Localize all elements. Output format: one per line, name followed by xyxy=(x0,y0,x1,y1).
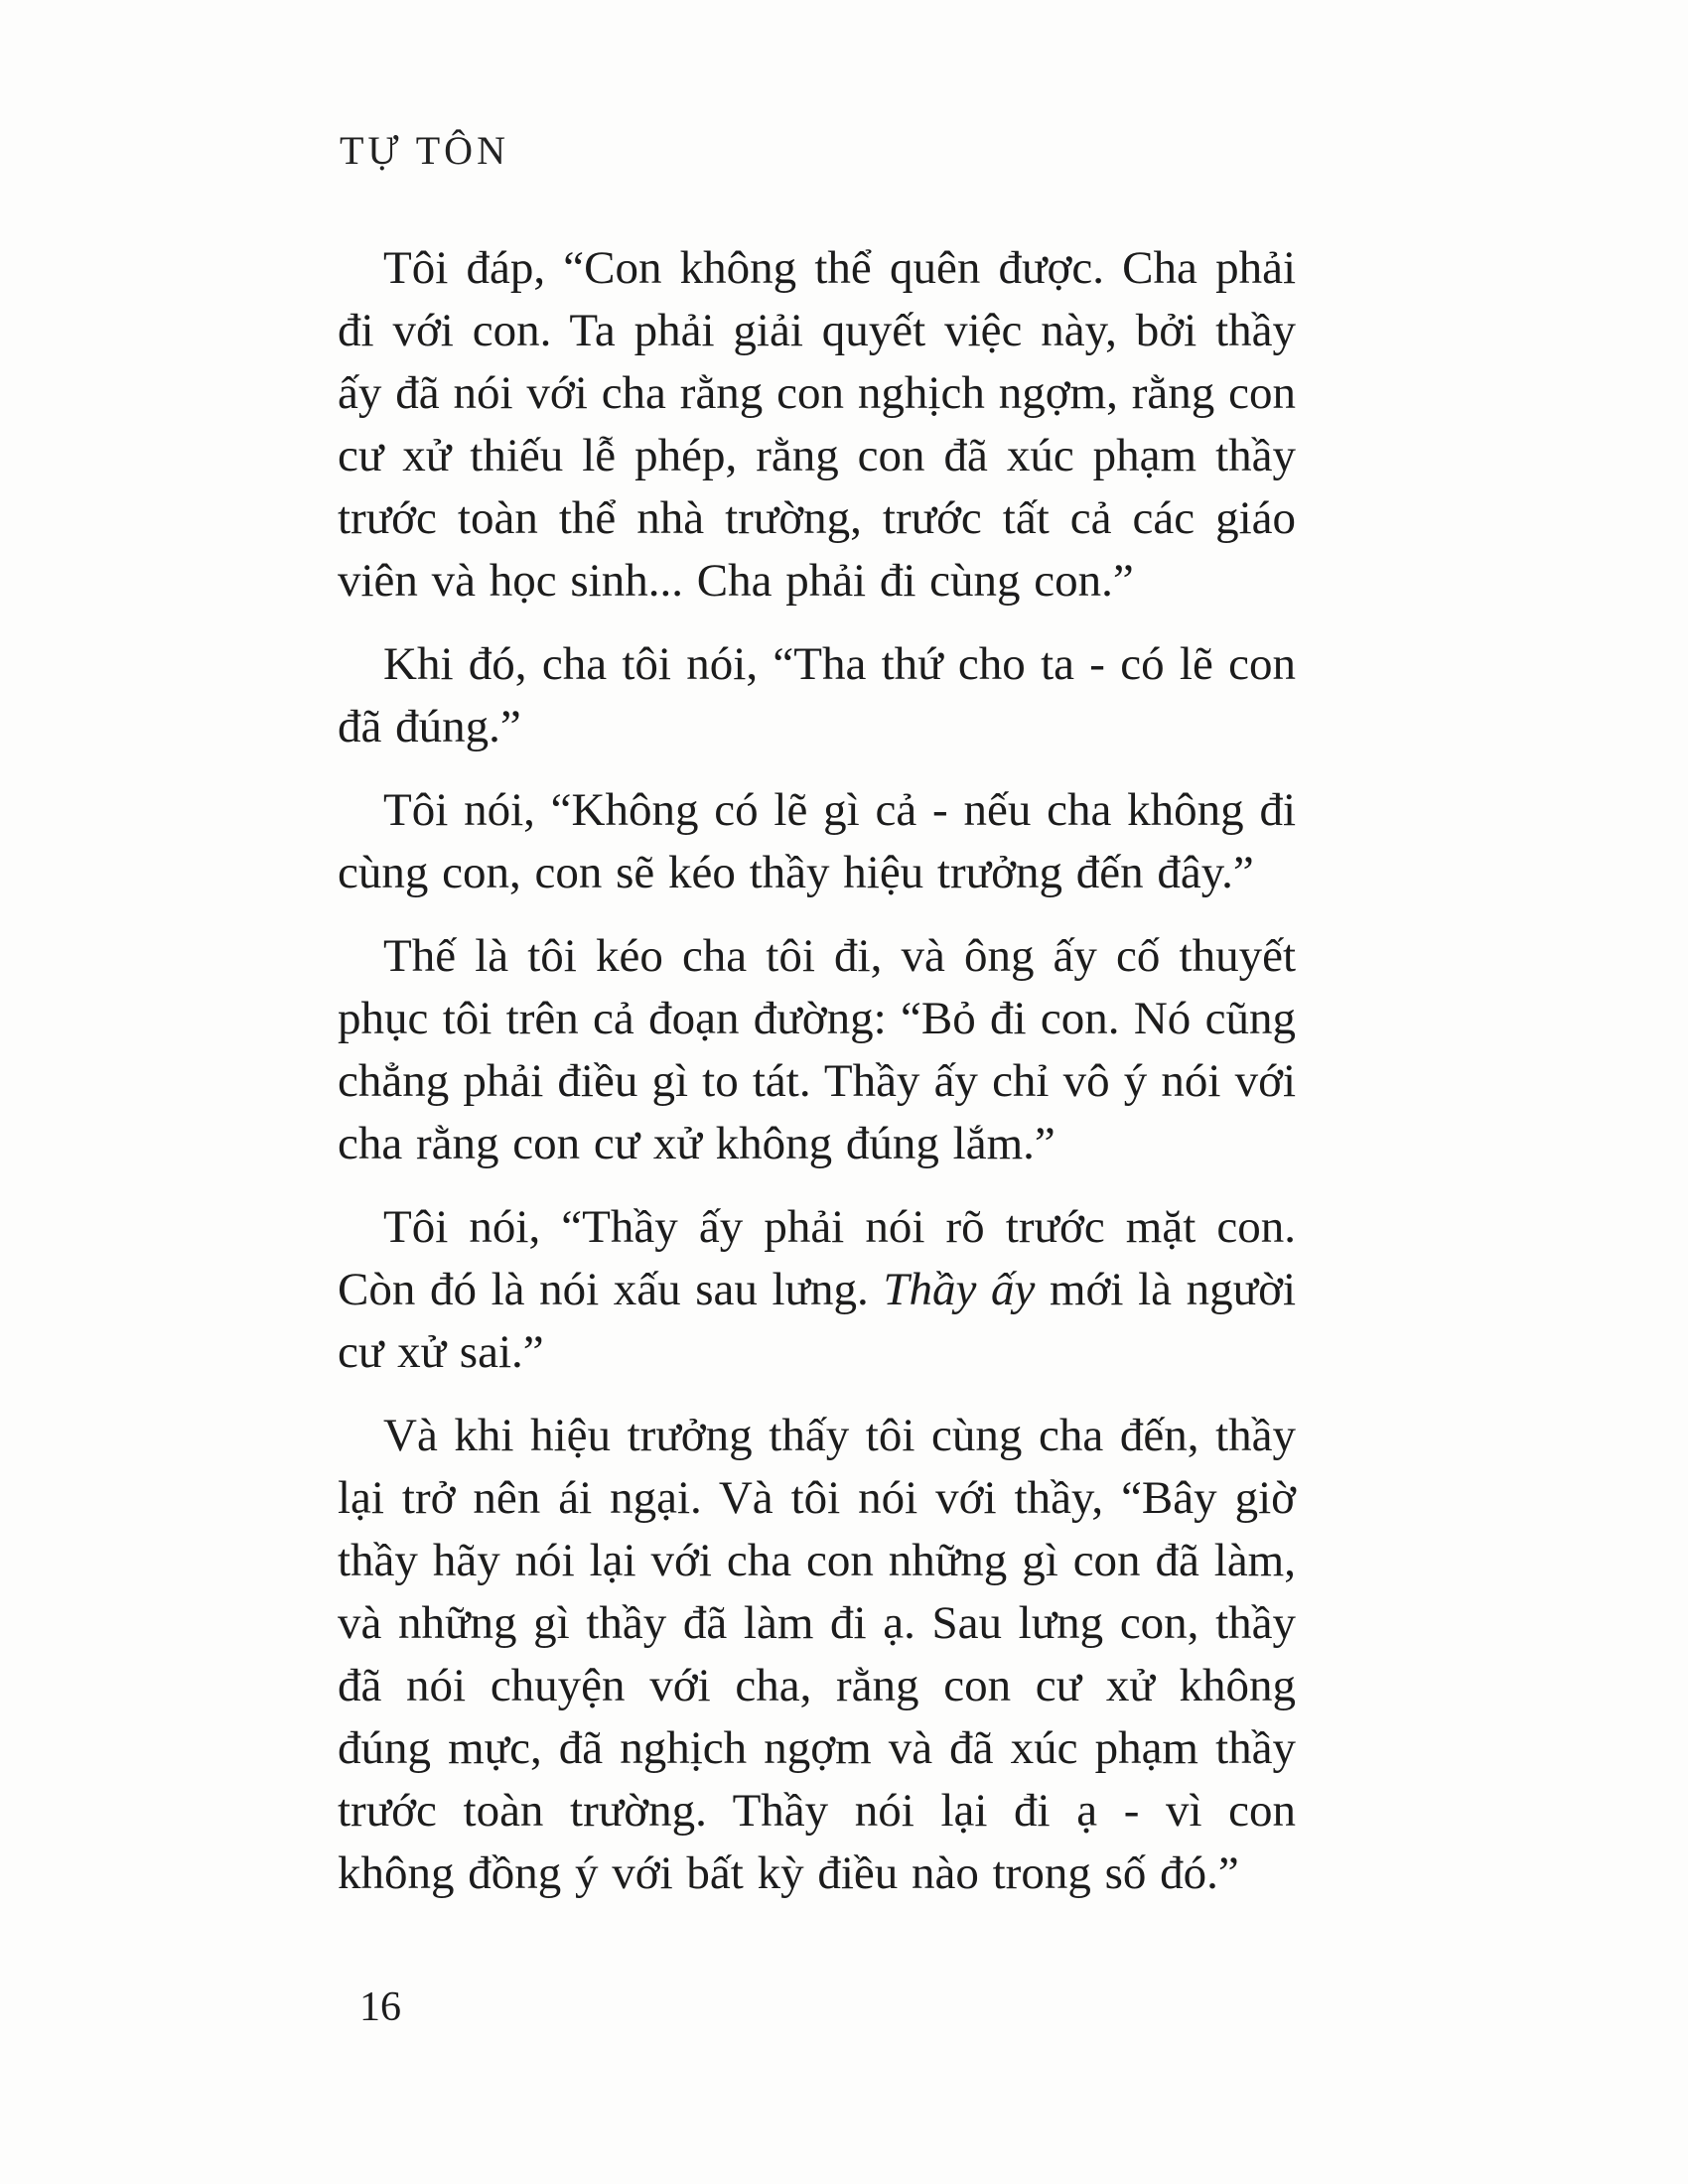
paragraph-5-segment-3: mới là người cư xử sai.” xyxy=(338,1264,1296,1378)
paragraph-6 xyxy=(338,1405,1296,1905)
paragraph-2 xyxy=(338,633,1296,758)
paragraph-1 xyxy=(338,237,1296,613)
page-number: 16 xyxy=(359,1984,401,2030)
running-header: TỰ TÔN xyxy=(340,128,509,173)
paragraph-2-segment-1: Khi đó, cha tôi nói, “Tha thứ cho ta - có lẽ con đã đúng.” xyxy=(338,638,1296,752)
body-text xyxy=(338,237,1296,1905)
paragraph-4 xyxy=(338,925,1296,1175)
paragraph-4-segment-1: Thế là tôi kéo cha tôi đi, và ông ấy cố thuyết phục tôi trên cả đoạn đường: “Bỏ đi con. Nó cũng chẳng phải điều gì to tát. Thầy ấy chỉ vô ý nói với cha rằng con cư xử không đúng lắm.” xyxy=(338,930,1296,1169)
text-column xyxy=(338,127,1296,1926)
paragraph-3 xyxy=(338,779,1296,904)
paragraph-6-segment-1: Và khi hiệu trưởng thấy tôi cùng cha đến, thầy lại trở nên ái ngại. Và tôi nói với thầy, “Bây giờ thầy hãy nói lại với cha con những gì con đã làm, và những gì thầy đã làm đi ạ. Sau lưng con, thầy đã nói chuyện với cha, rằng con cư xử không đúng mực, đã nghịch ngợm và đã xúc phạm thầy trước toàn trường. Thầy nói lại đi ạ - vì con không đồng ý với bất kỳ điều nào trong số đó.” xyxy=(338,1410,1296,1899)
paragraph-3-segment-1: Tôi nói, “Không có lẽ gì cả - nếu cha không đi cùng con, con sẽ kéo thầy hiệu trưởng đến đây.” xyxy=(338,784,1296,898)
paragraph-1-segment-1: Tôi đáp, “Con không thể quên được. Cha phải đi với con. Ta phải giải quyết việc này, bởi thầy ấy đã nói với cha rằng con nghịch ngợm, rằng con cư xử thiếu lễ phép, rằng con đã xúc phạm thầy trước toàn thể nhà trường, trước tất cả các giáo viên và học sinh... Cha phải đi cùng con.” xyxy=(338,242,1296,607)
paragraph-5-segment-2: Thầy ấy xyxy=(883,1264,1036,1315)
paragraph-5 xyxy=(338,1196,1296,1384)
paragraph-5-segment-1: Tôi nói, “Thầy ấy phải nói rõ trước mặt con. Còn đó là nói xấu sau lưng. xyxy=(338,1201,1296,1315)
